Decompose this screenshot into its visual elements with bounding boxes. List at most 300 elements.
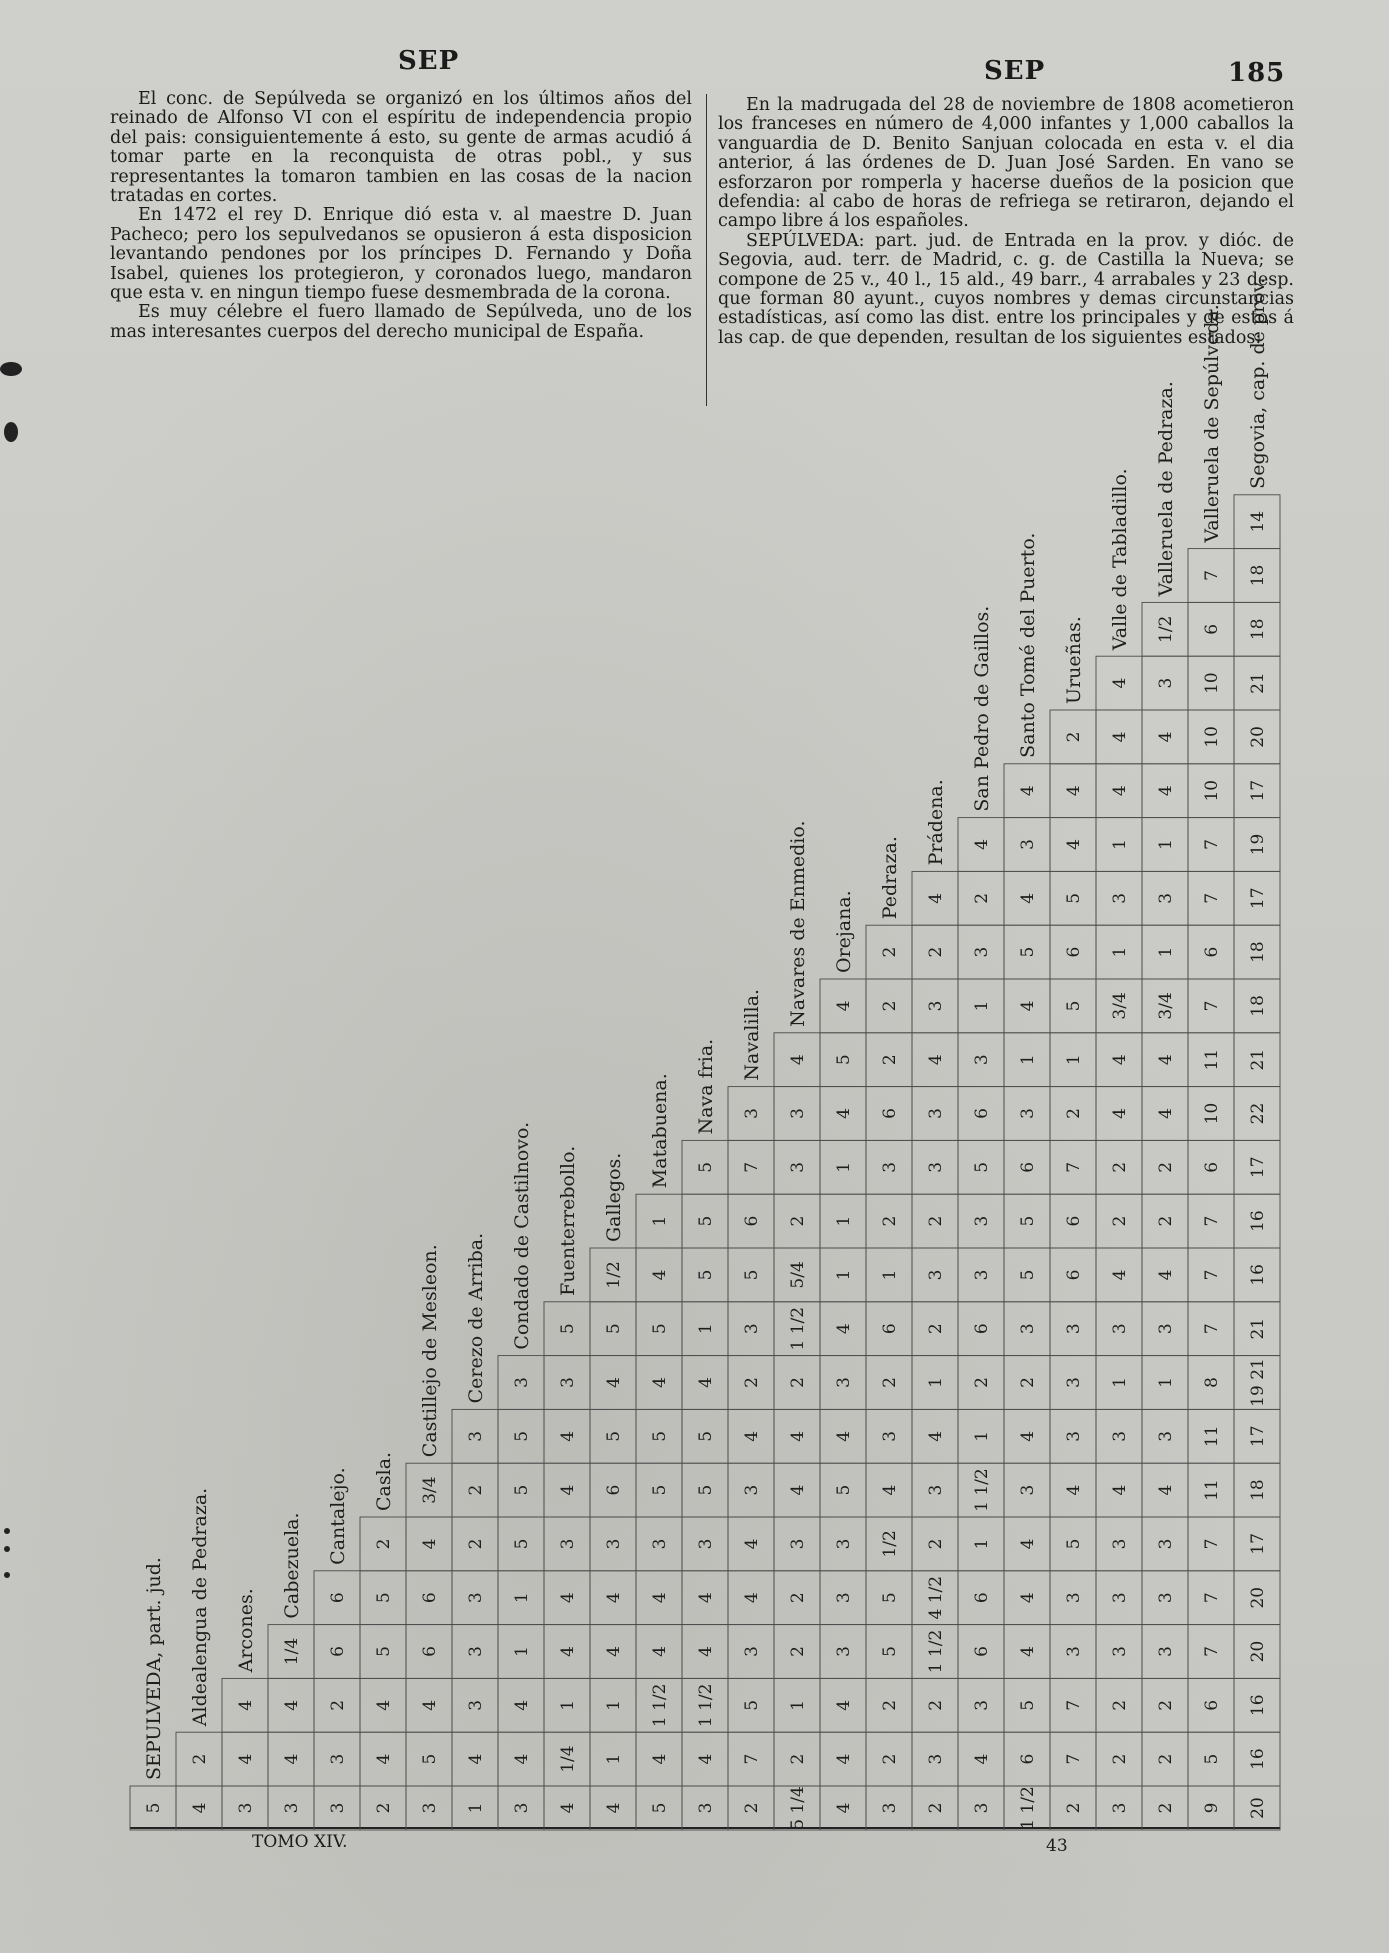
table-cell: 6 [1202,1699,1222,1711]
place-label: Orejana. [833,890,855,973]
table-cell: 5 [696,1269,716,1281]
place-label: Condado de Castilnovo. [511,1121,533,1350]
table-cell: 3/4 [1156,992,1176,1020]
table-cell: 19 [1248,833,1268,856]
table-cell: 3 [512,1802,532,1814]
table-cell: 3 [834,1646,854,1657]
table-cell: 5 [650,1430,670,1442]
table-cell: 4 [1018,892,1038,904]
table-cell: 10 [1202,1102,1222,1125]
table-cell: 3 [742,1108,762,1119]
table-row [820,890,866,1830]
table-cell: 2 [1110,1753,1130,1765]
table-cell: 4 [650,1592,670,1604]
place-label: Valleruela de Pedraza. [1155,381,1177,597]
place-label: Cabezuela. [281,1512,303,1619]
paragraph: Es muy célebre el fuero llamado de Sepúlveda, uno de los mas interesantes cuerpos del derecho municipal de España. [110,302,692,342]
table-cell: 4 [1156,785,1176,797]
table-cell: 2 [1064,731,1084,743]
table-cell: 21 [1248,1048,1268,1071]
table-cell: 20 [1248,1640,1268,1663]
table-cell: 4 [834,1430,854,1442]
table-cell: 1 [1064,1054,1084,1066]
table-row [958,606,1004,1830]
table-cell: 4 [972,1753,992,1765]
table-cell: 3 [788,1538,808,1550]
place-label: Prádena. [925,779,947,866]
table-cell: 1 [788,1699,808,1711]
table-cell: 20 [1248,1586,1268,1609]
table-cell: 4 [1110,1054,1130,1066]
table-cell: 21 [1248,672,1268,694]
table-cell: 5 [558,1323,578,1335]
table-cell: 3/4 [420,1476,440,1504]
table-cell: 1 [604,1699,624,1711]
table-cell: 2 [972,892,992,904]
table-cell: 2 [880,1000,900,1012]
table-cell: 2 [190,1753,210,1765]
table-cell: 1 [512,1646,532,1657]
table-cell: 2 [1156,1699,1176,1711]
table-cell: 3 [282,1802,302,1814]
table-row [130,1557,176,1830]
table-cell: 4 [420,1699,440,1711]
table-cell: 4 [834,1323,854,1335]
table-cell: 3 [420,1802,440,1814]
table-cell: 19 21 [1248,1358,1268,1407]
table-cell: 6 [420,1646,440,1657]
table-cell: 4 [558,1430,578,1442]
table-cell: 2 [466,1484,486,1496]
table-cell: 5 [512,1484,532,1496]
table-cell: 3 [1110,1646,1130,1657]
table-cell: 3 [236,1802,256,1814]
table-cell: 7 [1202,1215,1222,1227]
place-label: Pedraza. [879,836,901,920]
table-cell: 1/4 [558,1745,578,1773]
table-cell: 3 [742,1323,762,1335]
table-cell: 2 [880,1054,900,1066]
table-cell: 4 [742,1538,762,1550]
table-cell: 2 [374,1538,394,1550]
table-row [682,1039,728,1830]
table-cell: 1 [880,1269,900,1281]
table-cell: 14 [1248,510,1268,533]
table-cell: 3/4 [1110,992,1130,1020]
table-cell: 6 [420,1592,440,1604]
table-cell: 3 [926,1161,946,1173]
table-cell: 4 [558,1592,578,1604]
table-cell: 5 [604,1323,624,1335]
table-cell: 4 [650,1377,670,1388]
table-cell: 7 [1202,1269,1222,1281]
table-cell: 3 [1156,677,1176,689]
table-cell: 2 [926,1802,946,1814]
table-cell: 4 [880,1484,900,1496]
table-cell: 3 [1018,839,1038,850]
table-cell: 2 [1018,1377,1038,1388]
table-cell: 5 [1018,1699,1038,1711]
table-cell: 3 [834,1592,854,1604]
table-cell: 3 [926,1269,946,1281]
table-cell: 1 1/2 [1018,1786,1038,1830]
footer-signature: 43 [1046,1836,1068,1856]
table-cell: 4 [1110,1484,1130,1496]
table-cell: 4 [1110,1108,1130,1119]
table-row [360,1452,406,1830]
table-cell: 4 [788,1484,808,1496]
table-cell: 4 [834,1108,854,1119]
table-cell: 5 [144,1802,164,1814]
table-cell: 3 [1018,1108,1038,1119]
table-cell: 4 [604,1377,624,1388]
table-cell: 2 [374,1802,394,1814]
table-cell: 4 [558,1646,578,1657]
table-cell: 1 [926,1377,946,1388]
table-cell: 3 [1156,1538,1176,1550]
table-cell: 3 [742,1646,762,1657]
table-cell: 1 [512,1592,532,1604]
paragraph: El conc. de Sepúlveda se organizó en los últimos años del reinado de Alfonso VI con el espíritu de independencia propio del pais: consiguientemente á esto, su gente de armas acudió á tomar parte en la reconquista de otras pobl., y sus representantes la tomaron tambien en las cosas de la nacion tratadas en cortes. [110,89,692,207]
table-cell: 3 [926,1753,946,1765]
table-cell: 3 [558,1538,578,1550]
table-cell: 1 1/2 [972,1468,992,1512]
table-cell: 3 [1110,1323,1130,1335]
edge-stain [0,362,22,376]
table-cell: 3 [328,1753,348,1765]
table-cell: 4 [1110,677,1130,689]
table-cell: 2 [1156,1215,1176,1227]
table-cell: 4 [1156,1108,1176,1119]
table-row [406,1244,452,1830]
place-label: Valleruela de Sepúlveda. [1201,304,1223,543]
table-cell: 1 1/2 [696,1683,716,1728]
table-cell: 2 [880,1377,900,1388]
table-cell: 4 [696,1592,716,1604]
table-row [1142,381,1188,1830]
table-cell: 4 [1156,731,1176,743]
table-cell: 5 [1018,1269,1038,1281]
table-cell: 9 [1202,1802,1222,1814]
table-cell: 3 [1110,1538,1130,1550]
table-cell: 3 [972,1699,992,1711]
table-row [1188,304,1234,1830]
table-cell: 2 [1110,1699,1130,1711]
table-cell: 3 [466,1646,486,1657]
place-label: Navalilla. [741,988,763,1081]
place-label: Navares de Enmedio. [787,820,809,1027]
table-cell: 3 [788,1108,808,1119]
table-cell: 10 [1202,726,1222,748]
table-cell: 4 [1110,785,1130,797]
table-cell: 7 [1202,1646,1222,1657]
table-row [1004,533,1050,1830]
table-cell: 2 [1156,1161,1176,1173]
table-cell: 3 [1110,892,1130,904]
table-cell: 4 [926,1054,946,1066]
table-cell: 4 [926,1430,946,1442]
table-title: SEPULVEDA, part. jud. [143,1557,165,1780]
table-cell: 5 [1064,1000,1084,1012]
table-row [1234,278,1280,1830]
table-cell: 4 [374,1699,394,1711]
table-cell: 5 [696,1215,716,1227]
header-center: SEP [984,56,1046,86]
table-cell: 3 [1156,1430,1176,1442]
table-row [728,989,774,1830]
table-cell: 7 [1202,839,1222,850]
table-cell: 18 [1248,618,1268,641]
table-cell: 2 [880,1699,900,1711]
table-cell: 7 [1202,570,1222,581]
table-row [268,1512,314,1830]
table-cell: 3 [926,1108,946,1119]
table-cell: 5 [1202,1753,1222,1765]
table-cell: 4 [1064,839,1084,850]
table-cell: 3 [972,1215,992,1227]
table-cell: 2 [1110,1215,1130,1227]
table-cell: 6 [328,1646,348,1657]
table-cell: 2 [742,1802,762,1814]
table-cell: 4 [788,1430,808,1442]
table-cell: 6 [1064,946,1084,958]
table-cell: 4 [1018,1646,1038,1657]
table-cell: 17 [1248,1533,1268,1555]
table-row [636,1073,682,1830]
table-cell: 5 [1064,892,1084,904]
table-cell: 3 [972,946,992,958]
table-cell: 5 [742,1269,762,1281]
table-cell: 2 [1156,1802,1176,1814]
table-cell: 1 [604,1753,624,1765]
table-cell: 5 [972,1161,992,1173]
table-cell: 18 [1248,1479,1268,1501]
table-cell: 3 [926,1000,946,1012]
place-label: Aldealengua de Pedraza. [189,1487,211,1727]
table-cell: 5 [512,1430,532,1442]
table-cell: 4 [558,1484,578,1496]
table-cell: 5 [696,1484,716,1496]
table-cell: 7 [1064,1753,1084,1765]
table-cell: 2 [926,1323,946,1335]
table-cell: 3 [880,1430,900,1442]
table-cell: 6 [972,1646,992,1657]
table-cell: 5 [880,1592,900,1604]
table-cell: 6 [1064,1215,1084,1227]
table-cell: 5/4 [788,1261,808,1289]
table-cell: 6 [1202,1161,1222,1173]
table-cell: 6 [880,1108,900,1119]
table-cell: 7 [1202,892,1222,904]
table-cell: 6 [1018,1753,1038,1765]
table-cell: 5 [650,1802,670,1814]
table-cell: 2 [926,1215,946,1227]
table-cell: 4 [1156,1054,1176,1066]
table-cell: 1 [972,1000,992,1012]
table-cell: 3 [880,1161,900,1173]
table-cell: 11 [1202,1425,1222,1448]
table-cell: 8 [1202,1377,1222,1388]
table-cell: 2 [880,946,900,958]
table-cell: 1 [834,1161,854,1173]
table-cell: 2 [788,1646,808,1657]
table-cell: 7 [742,1753,762,1765]
table-cell: 4 [650,1269,670,1281]
table-cell: 6 [1202,946,1222,958]
table-cell: 3 [972,1802,992,1814]
table-cell: 17 [1248,1425,1268,1448]
table-cell: 7 [1202,1538,1222,1550]
table-cell: 3 [1110,1802,1130,1814]
table-cell: 5 [834,1484,854,1496]
table-cell: 7 [1202,1592,1222,1604]
table-cell: 6 [880,1323,900,1335]
table-cell: 4 [236,1699,256,1711]
table-cell: 5 [650,1484,670,1496]
table-cell: 3 [834,1538,854,1550]
table-cell: 18 [1248,995,1268,1017]
table-cell: 4 [926,892,946,904]
table-cell: 6 [328,1592,348,1604]
table-cell: 2 [880,1215,900,1227]
table-cell: 7 [1064,1699,1084,1711]
table-cell: 1 [1110,839,1130,850]
table-cell: 4 [236,1753,256,1765]
table-cell: 3 [1156,892,1176,904]
table-cell: 3 [466,1430,486,1442]
table-row [912,779,958,1830]
table-cell: 4 [1110,1269,1130,1281]
table-cell: 4 [1018,1430,1038,1442]
table-cell: 4 [742,1430,762,1442]
table-row [1050,616,1096,1830]
table-row [314,1467,360,1830]
table-cell: 1 1/2 [788,1306,808,1351]
table-cell: 4 [972,839,992,850]
table-cell: 4 [650,1646,670,1657]
table-cell: 18 [1248,941,1268,963]
table-cell: 3 [328,1802,348,1814]
table-cell: 4 [742,1592,762,1604]
table-cell: 22 [1248,1102,1268,1125]
table-cell: 2 [788,1592,808,1604]
table-cell: 1 [650,1215,670,1227]
table-cell: 4 [696,1377,716,1388]
table-cell: 3 [1156,1646,1176,1657]
table-cell: 4 [420,1538,440,1550]
table-cell: 4 [1018,785,1038,797]
table-cell: 17 [1248,779,1268,802]
table-cell: 16 [1248,1264,1268,1286]
table-cell: 4 [1156,1484,1176,1496]
table-cell: 3 [558,1377,578,1388]
edge-dot [4,1528,10,1534]
table-cell: 2 [328,1699,348,1711]
table-row [452,1233,498,1830]
table-cell: 3 [1156,1592,1176,1604]
table-cell: 3 [604,1538,624,1550]
table-cell: 1 [696,1323,716,1335]
table-cell: 4 [466,1753,486,1765]
table-cell: 7 [1064,1161,1084,1173]
table-row [222,1588,268,1830]
table-cell: 2 [880,1753,900,1765]
table-cell: 18 [1248,564,1268,587]
table-cell: 4 [558,1802,578,1814]
table-cell: 4 [788,1054,808,1066]
table-cell: 5 [1018,946,1038,958]
table-cell: 2 [926,946,946,958]
paragraph: En 1472 el rey D. Enrique dió esta v. al maestre D. Juan Pacheco; pero los sepulvedanos se opusieron á esta disposicion levantando pendones por los príncipes D. Fernando y Doña Isabel, quienes los protegieron, y coronados luego, mandaron que esta v. en ningun tiempo fuese desmembrada de la corona. [110,205,692,304]
table-cell: 2 [466,1538,486,1550]
place-label: Segovia, cap. de prov. [1247,277,1269,489]
table-cell: 3 [972,1269,992,1281]
table-cell: 1 [1110,946,1130,958]
table-cell: 2 [788,1753,808,1765]
table-cell: 3 [1018,1484,1038,1496]
table-cell: 4 [512,1753,532,1765]
table-cell: 3 [1064,1323,1084,1335]
table-cell: 2 [926,1699,946,1711]
table-cell: 3 [1064,1592,1084,1604]
table-cell: 6 [972,1108,992,1119]
paragraph: En la madrugada del 28 de noviembre de 1808 acometieron los franceses en número de 4,000 infantes y 1,000 caballos la vanguardia de D. Benito Sanjuan colocada en esta v. el dia anterior, á las órdenes de D. Juan José Sarden. En vano se esforzaron por romperla y hacerse dueños de la posicion que defendia: al cabo de horas de refriega se retiraron, dejando el campo libre á los españoles. [718,95,1294,232]
table-cell: 17 [1248,887,1268,910]
table-cell: 1/2 [604,1261,624,1289]
table-cell: 1 [972,1538,992,1550]
table-cell: 3 [1110,1592,1130,1604]
table-cell: 4 [282,1699,302,1711]
table-cell: 1 [972,1430,992,1442]
place-label: Nava fria. [695,1038,717,1135]
table-cell: 1/2 [880,1530,900,1558]
table-cell: 5 [650,1323,670,1335]
table-cell: 5 [1018,1215,1038,1227]
table-row [866,836,912,1830]
table-cell: 17 [1248,1156,1268,1179]
table-cell: 4 [604,1592,624,1604]
table-cell: 3 [1064,1646,1084,1657]
table-cell: 4 [1018,1000,1038,1012]
table-cell: 3 [696,1802,716,1814]
edge-stain [4,422,18,442]
place-label: Cerezo de Arriba. [465,1232,487,1404]
table-row [774,820,820,1830]
table-cell: 2 [1110,1161,1130,1173]
table-cell: 20 [1248,1797,1268,1819]
table-cell: 5 [742,1699,762,1711]
table-cell: 6 [604,1484,624,1496]
table-cell: 6 [742,1215,762,1227]
table-cell: 1 1/2 [650,1683,670,1728]
table-cell: 1 [834,1269,854,1281]
edge-dot [4,1546,10,1552]
table-cell: 3 [1156,1323,1176,1335]
table-cell: 4 [374,1753,394,1765]
column-divider [706,94,707,406]
table-cell: 5 [696,1161,716,1173]
table-cell: 1 [466,1802,486,1814]
table-cell: 4 [1064,785,1084,797]
table-cell: 1/4 [282,1637,302,1666]
table-cell: 4 [834,1699,854,1711]
table-cell: 6 [1018,1161,1038,1173]
table-cell: 21 [1248,1317,1268,1340]
table-cell: 7 [1202,1000,1222,1012]
paragraph: SEPÚLVEDA: part. jud. de Entrada en la prov. y dióc. de Segovia, aud. terr. de Madrid, c. g. de Castilla la Nueva; se compone de 25 v., 40 l., 15 ald., 49 barr., 4 arrabales y 23 desp. que forman 80 ayunt., cuyos nombres y demas circunstancias estadísticas, así como las dist. entre los principales y de estos á las cap. de que dependen, resultan de los siguientes estados: [718,230,1294,348]
table-cell: 3 [650,1538,670,1550]
table-cell: 4 [696,1646,716,1657]
